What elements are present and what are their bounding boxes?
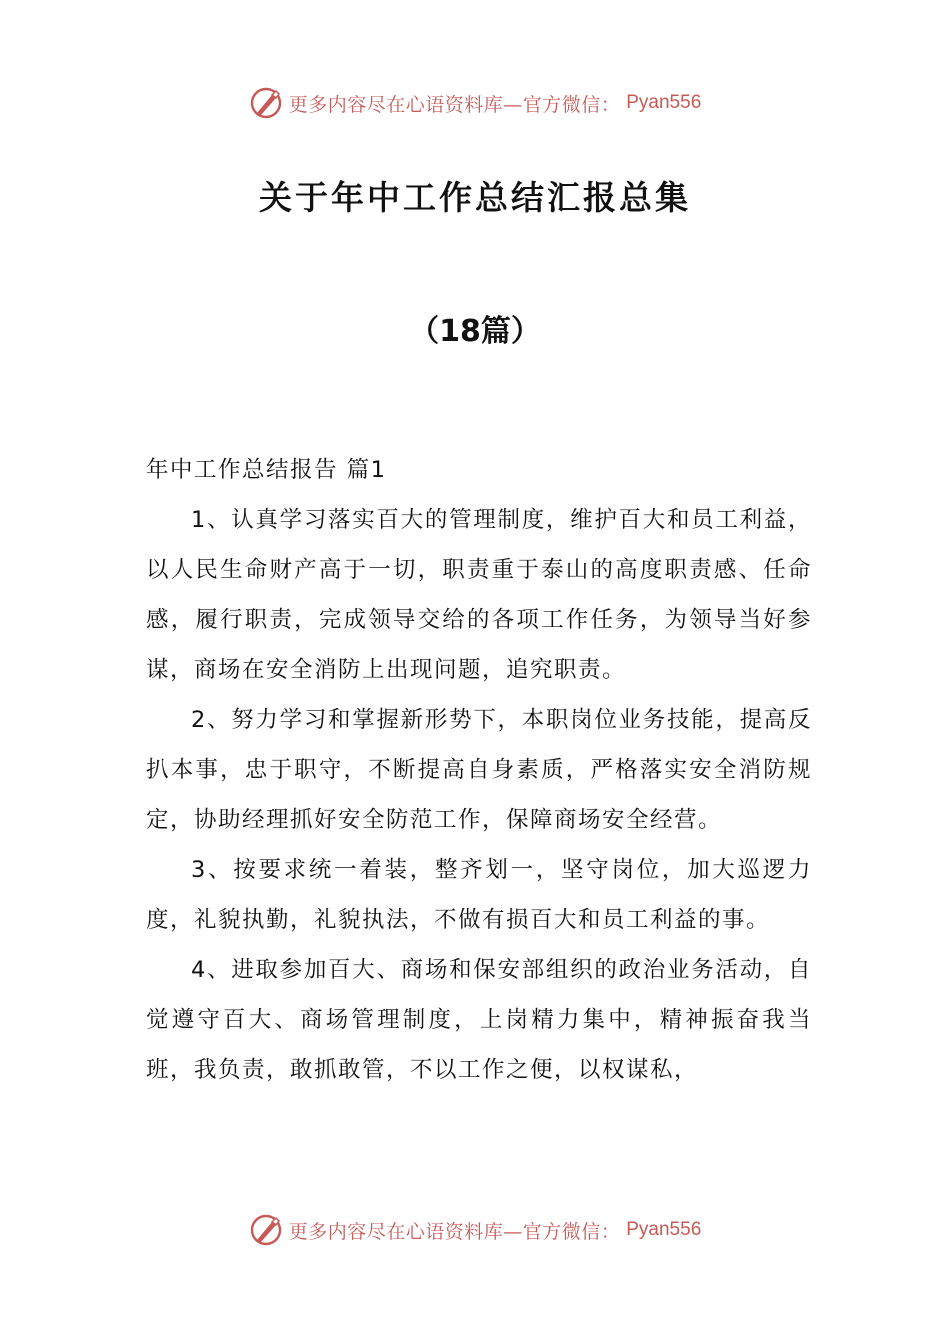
document-subtitle: （18篇） [409,314,541,349]
watermark-wechat-id: Pyan556 [626,1219,702,1240]
paragraph-2: 2、努力学习和掌握新形势下，本职岗位业务技能，提高反扒本事，忠于职守，不断提高自身素质，严格落实安全消防规定，协助经理抓好安全防范工作，保障商场安全经营。 [146,707,812,833]
header-watermark [0,83,950,123]
pen-logo-icon [249,86,283,120]
footer-watermark [0,1210,950,1250]
pen-logo-icon [249,1213,283,1247]
watermark-text: 更多内容尽在心语资料库—官方微信： [288,1220,621,1243]
document-body [146,445,812,1095]
section-heading: 年中工作总结报告 篇1 [146,457,387,483]
document-title: 关于年中工作总结汇报总集 [259,178,691,217]
paragraph-3: 3、按要求统一着装，整齐划一，坚守岗位，加大巡逻力度，礼貌执勤，礼貌执法，不做有损百大和员工利益的事。 [146,857,812,933]
watermark-wechat-id: Pyan556 [626,92,702,113]
paragraph-4: 4、进取参加百大、商场和保安部组织的政治业务活动，自觉遵守百大、商场管理制度，上岗精力集中，精神振奋我当班，我负责，敢抓敢管，不以工作之便，以权谋私， [146,957,812,1083]
watermark-text: 更多内容尽在心语资料库—官方微信： [288,93,621,116]
paragraph-1: 1、认真学习落实百大的管理制度，维护百大和员工利益，以人民生命财产高于一切，职责重于泰山的高度职责感、任命感，履行职责，完成领导交给的各项工作任务，为领导当好参谋，商场在安全消防上出现问题，追究职责。 [146,507,812,683]
